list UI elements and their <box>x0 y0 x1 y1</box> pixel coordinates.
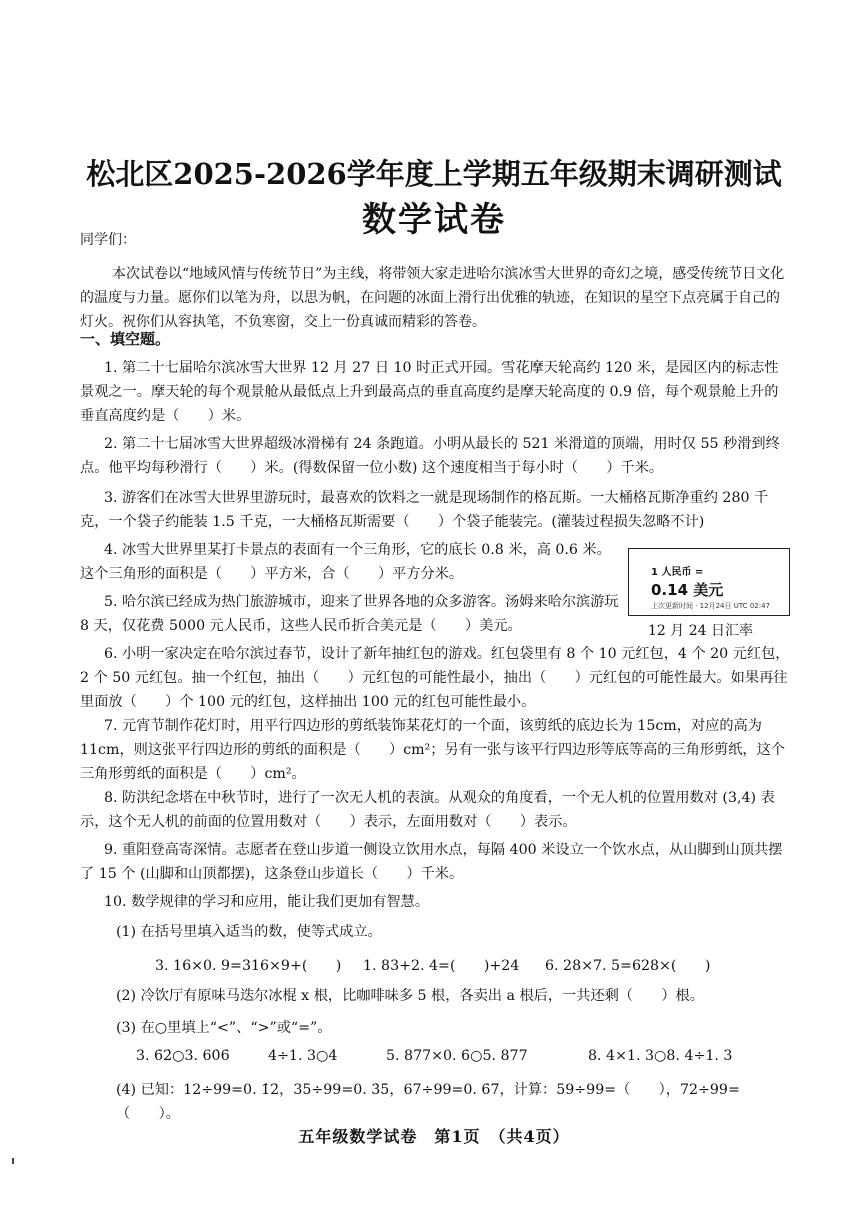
compare-item: 3. 6̇2̇○3. 60̇6̇ <box>136 1048 230 1064</box>
page-footer: 五年级数学试卷 第1页 （共4页） <box>298 1127 570 1146</box>
q10-part-1: (1) 在括号里填入适当的数，使等式成立。 <box>116 924 382 940</box>
question-1: 1. 第二十七届哈尔滨冰雪大世界 12 月 27 日 10 时正式开园。雪花摩天轮高约 120 米，是园区内的标志性景观之一。摩天轮的每个观景舱从最低点上升到最高点的垂直高度约是摩天轮高度的 0.9 倍，每个观景舱上升的垂直高度约是（ ）米。 <box>80 360 779 424</box>
equation-item: 3. 16×0. 9=316×9+( ) <box>155 958 342 974</box>
greeting: 同学们： <box>80 232 136 248</box>
question-5: 5. 哈尔滨已经成为热门旅游城市，迎来了世界各地的众多游客。汤姆来哈尔滨游玩 8 天，仅花费 5000 元人民币，这些人民币折合美元是（ ）美元。 <box>80 594 619 634</box>
q10-part-2: (2) 冷饮厅有原味马迭尔冰棍 x 根，比咖啡味多 5 根，各卖出 a 根后，一共还剩（ ）根。 <box>116 988 704 1004</box>
rate-line-1: 1 人民币 = <box>651 567 704 578</box>
equation-item: 6. 28×7. 5=628×( ) <box>545 958 711 974</box>
intro-paragraph: 本次试卷以“地域风情与传统节日”为主线，将带领大家走进哈尔滨冰雪大世界的奇幻之境，感受传统节日文化的温度与力量。愿你们以笔为舟，以思为帆，在问题的冰面上滑行出优雅的轨迹，在知识的星空下点亮属于自己的灯火。祝你们从容执笔，不负寒窗，交上一份真诚而精彩的答卷。 <box>80 266 785 330</box>
question-9: 9. 重阳登高寄深情。志愿者在登山步道一侧设立饮用水点，每隔 400 米设立一个饮水点，从山脚到山顶共摆了 15 个 (山脚和山顶都摆)，这条登山步道长（ ）千米。 <box>80 842 783 882</box>
question-3: 3. 游客们在冰雪大世界里游玩时，最喜欢的饮料之一就是现场制作的格瓦斯。一大桶格瓦斯净重约 280 千克，一个袋子约能装 1.5 千克，一大桶格瓦斯需要（ ）个袋子能装完。(灌装过程损失忽略不计) <box>80 490 769 530</box>
question-7: 7. 元宵节制作花灯时，用平行四边形的剪纸装饰某花灯的一个面，该剪纸的底边长为 15cm，对应的高为 11cm，则这张平行四边形的剪纸的面积是（ ）cm²；另有一张与该平行四边形等底等高的三角形剪纸，这个三角形剪纸的面积是（ ）cm²。 <box>80 718 785 782</box>
question-4: 4. 冰雪大世界里某打卡景点的表面有一个三角形，它的底长 0.8 米，高 0.6 米。这个三角形的面积是（ ）平方米，合（ ）平方分米。 <box>80 542 611 582</box>
question-10: 10. 数学规律的学习和应用，能让我们更加有智慧。 <box>104 894 430 910</box>
equation-item: 1. 83+2. 4=( )+24 <box>363 958 520 974</box>
q10-part-3: (3) 在○里填上“<”、“>”或“=”。 <box>116 1020 332 1036</box>
q10-part-4: (4) 已知：12÷99=0. 1̇2̇，35÷99=0. 3̇5̇，67÷99=0. 6̇7̇，计算：59÷99=（ ），72÷99=（ ）。 <box>116 1082 740 1122</box>
exam-title: 松北区2025-2026学年度上学期五年级期末调研测试 <box>86 157 782 191</box>
question-8: 8. 防洪纪念塔在中秋节时，进行了一次无人机的表演。从观众的角度看，一个无人机的位置用数对 (3,4) 表示，这个无人机的前面的位置用数对（ ）表示，左面用数对（ ）表示。 <box>80 790 775 830</box>
question-2: 2. 第二十七届冰雪大世界超级冰滑梯有 24 条跑道。小明从最长的 521 米滑道的顶端，用时仅 55 秒滑到终点。他平均每秒滑行（ ）米。(得数保留一位小数) 这个速度相当于每小时（ ）千米。 <box>80 436 780 476</box>
compare-item: 5. 877×0. 6̇○5. 877 <box>386 1048 528 1064</box>
scan-mark <box>12 1158 14 1164</box>
exchange-rate-card <box>628 548 790 616</box>
section-title: 一、填空题。 <box>80 330 171 348</box>
compare-item: 8. 4×1. 3○8. 4÷1. 3 <box>588 1048 733 1064</box>
question-6: 6. 小明一家决定在哈尔滨过春节，设计了新年抽红包的游戏。红包袋里有 8 个 10 元红包，4 个 20 元红包，2 个 50 元红包。抽一个红包，抽出（ ）元红包的可能性最小，抽出（ ）元红包的可能性最大。如果再往里面放（ ）个 100 元的红包，这样抽出 100 元的红包可能性最小。 <box>80 646 790 710</box>
rate-updated: 上次更新时间 · 12月24日 UTC 02:47 <box>651 602 770 610</box>
rate-value: 0.14 美元 <box>651 581 724 599</box>
rate-caption: 12 月 24 日汇率 <box>648 623 753 639</box>
exam-subtitle: 数学试卷 <box>362 200 506 240</box>
compare-item: 4÷1. 3○4 <box>268 1048 338 1064</box>
